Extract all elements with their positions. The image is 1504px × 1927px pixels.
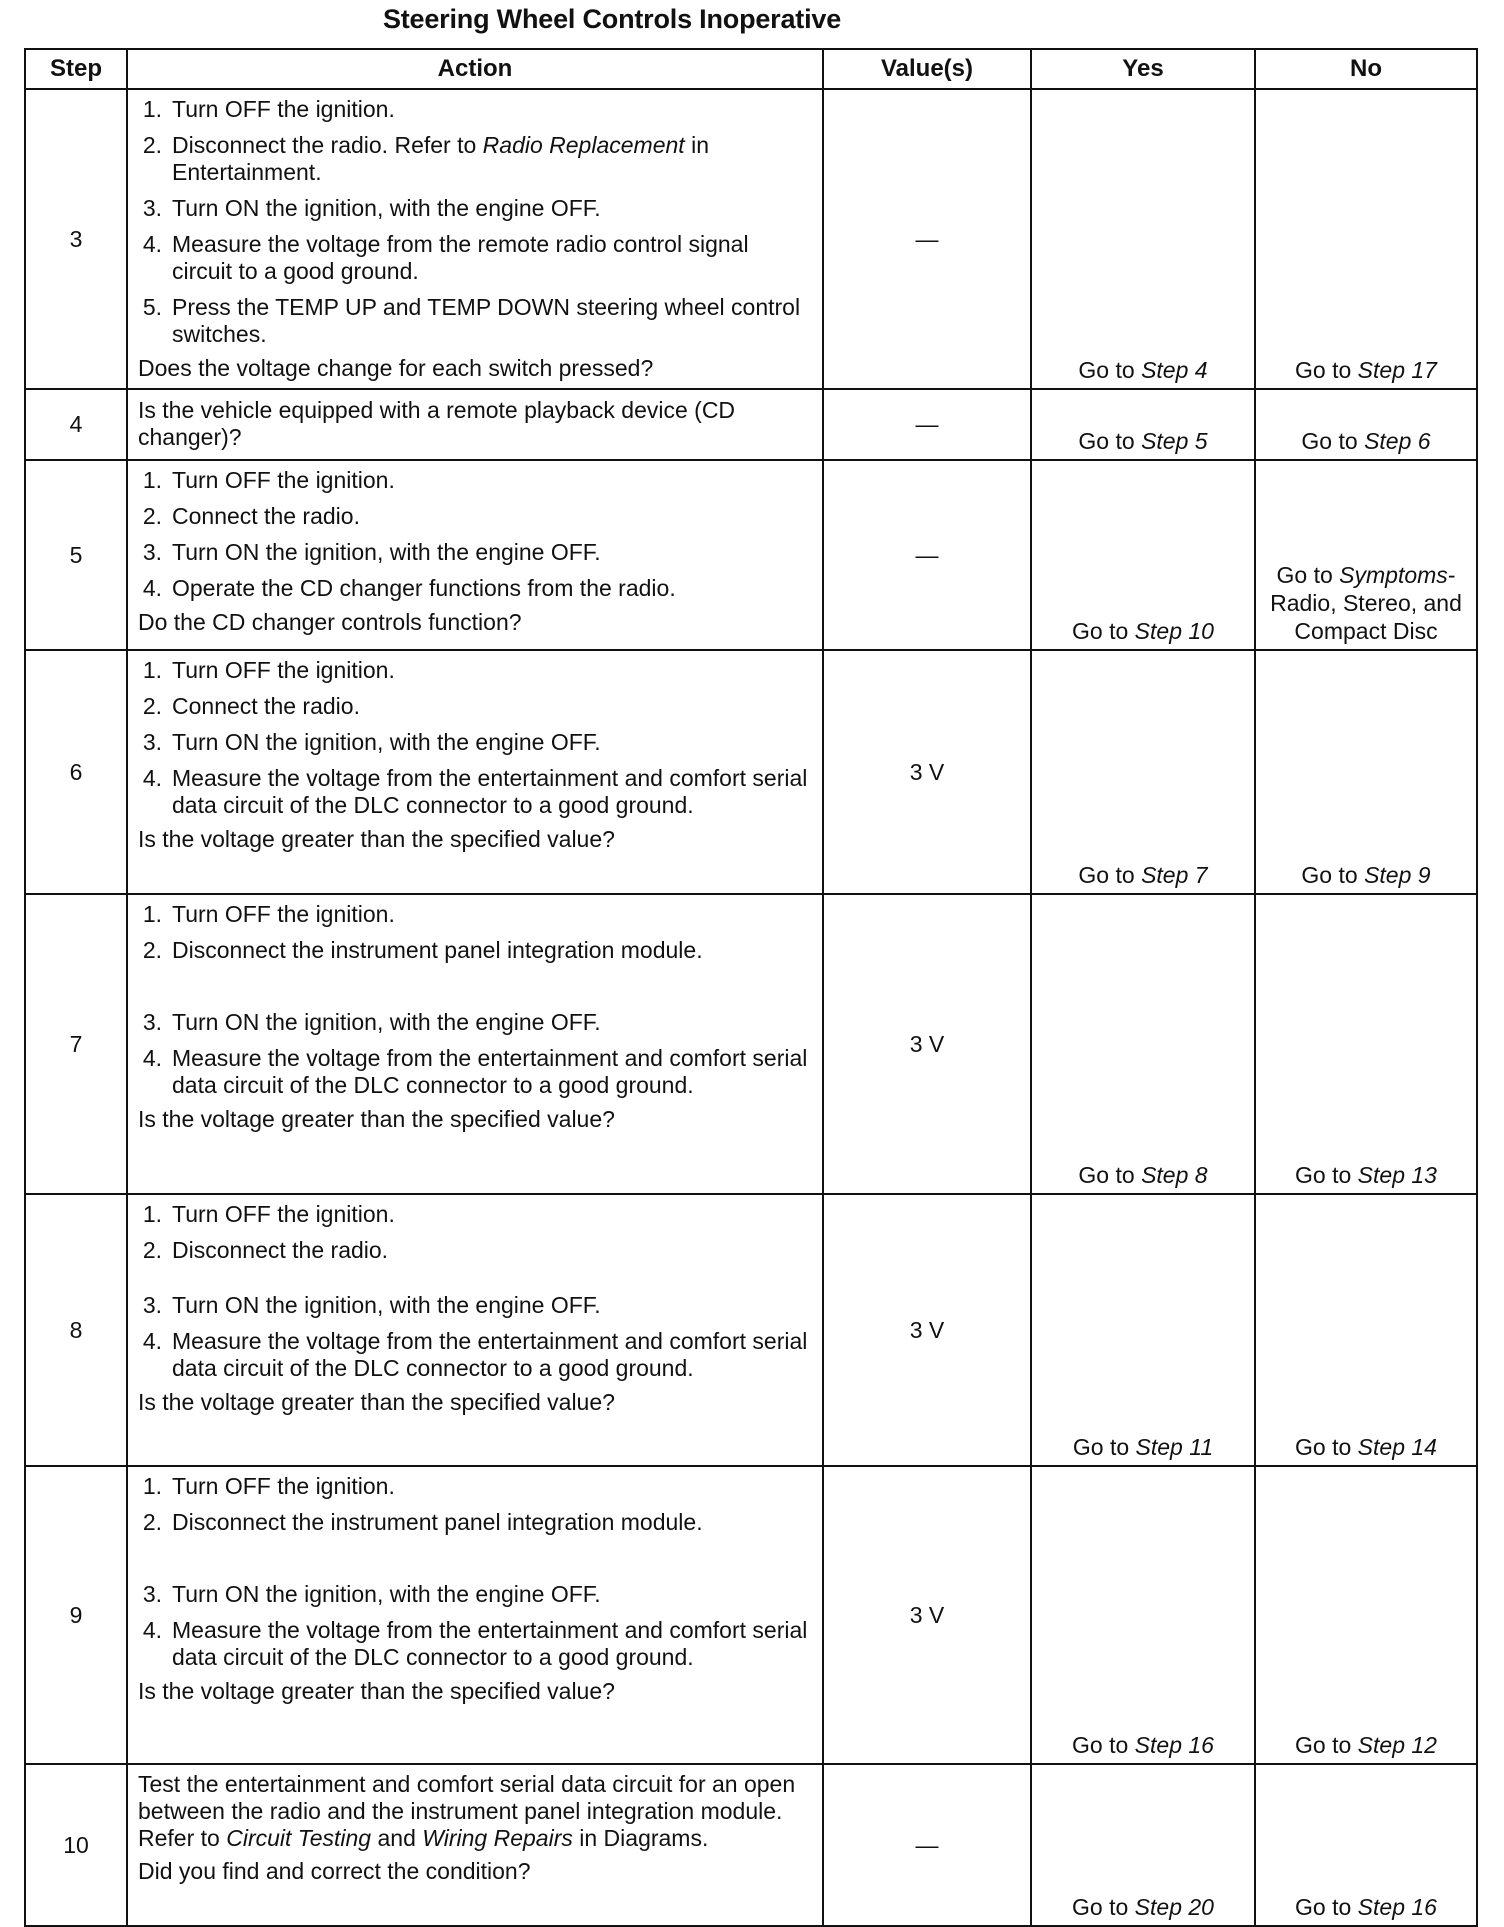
no-cell: Go to Step 12 <box>1255 1466 1477 1764</box>
no-cell: Go to Step 16 <box>1255 1764 1477 1926</box>
substep: 4. Measure the voltage from the entertainment and comfort serial data circuit of the DLC connector to a good ground. <box>142 1617 808 1670</box>
table-row <box>25 1194 1477 1466</box>
table-row <box>25 389 1477 460</box>
reference-link-text: Radio Replacement <box>482 132 685 158</box>
substep: 3. Turn ON the ignition, with the engine OFF. <box>142 195 601 221</box>
substep: 1. Turn OFF the ignition. <box>142 657 395 683</box>
substep: 4. Measure the voltage from the entertainment and comfort serial data circuit of the DLC connector to a good ground. <box>142 1328 808 1381</box>
table-row <box>25 1466 1477 1764</box>
table-header-row <box>25 49 1477 89</box>
substep: 3. Turn ON the ignition, with the engine OFF. <box>142 1292 601 1318</box>
no-cell: Go to Step 6 <box>1255 389 1477 460</box>
no-cell: Go to Step 13 <box>1255 894 1477 1194</box>
substep: 3. Turn ON the ignition, with the engine OFF. <box>142 539 601 565</box>
no-cell: Go to Step 9 <box>1255 650 1477 894</box>
value-cell: 3 V <box>823 650 1031 894</box>
step-number: 6 <box>25 650 127 894</box>
yes-cell: Go to Step 20 <box>1031 1764 1255 1926</box>
question: Do the CD changer controls function? <box>138 609 522 635</box>
substep: 2. Connect the radio. <box>142 503 360 529</box>
substep: 2. Disconnect the radio. Refer to Radio Replacement in Entertainment. <box>142 132 709 185</box>
header-action: Action <box>127 49 823 89</box>
step-number: 4 <box>25 389 127 460</box>
value-cell: — <box>823 460 1031 650</box>
substep: 4. Measure the voltage from the remote radio control signal circuit to a good ground. <box>142 231 749 284</box>
action-cell <box>127 1466 823 1764</box>
value-cell: 3 V <box>823 1466 1031 1764</box>
action-cell <box>127 389 823 460</box>
header-yes: Yes <box>1031 49 1255 89</box>
page-title: Steering Wheel Controls Inoperative <box>382 4 842 34</box>
value-cell: 3 V <box>823 1194 1031 1466</box>
action-cell <box>127 1194 823 1466</box>
header-step: Step <box>25 49 127 89</box>
substep: 4. Operate the CD changer functions from the radio. <box>142 575 676 601</box>
value-cell: 3 V <box>823 894 1031 1194</box>
table-row <box>25 89 1477 389</box>
action-cell <box>127 650 823 894</box>
substep: 2. Disconnect the instrument panel integration module. <box>142 1509 703 1535</box>
value-cell: — <box>823 1764 1031 1926</box>
diagnostic-table <box>24 48 1478 1927</box>
action-cell <box>127 460 823 650</box>
step-number: 10 <box>25 1764 127 1926</box>
header-values: Value(s) <box>823 49 1031 89</box>
substep: 4. Measure the voltage from the entertainment and comfort serial data circuit of the DLC connector to a good ground. <box>142 1045 808 1098</box>
step-number: 5 <box>25 460 127 650</box>
no-cell: Go to Step 14 <box>1255 1194 1477 1466</box>
value-cell: — <box>823 389 1031 460</box>
substep: 2. Connect the radio. <box>142 693 360 719</box>
substep: 3. Turn ON the ignition, with the engine OFF. <box>142 729 601 755</box>
yes-cell: Go to Step 4 <box>1031 89 1255 389</box>
value-cell: — <box>823 89 1031 389</box>
no-cell: Go to Step 17 <box>1255 89 1477 389</box>
substep: 1. Turn OFF the ignition. <box>142 1473 395 1499</box>
substep: 5. Press the TEMP UP and TEMP DOWN steering wheel control switches. <box>142 294 801 347</box>
question: Did you find and correct the condition? <box>138 1858 531 1884</box>
yes-cell: Go to Step 8 <box>1031 894 1255 1194</box>
substep: 1. Turn OFF the ignition. <box>142 96 395 122</box>
yes-cell: Go to Step 16 <box>1031 1466 1255 1764</box>
header-no: No <box>1255 49 1477 89</box>
yes-cell: Go to Step 11 <box>1031 1194 1255 1466</box>
substep: 1. Turn OFF the ignition. <box>142 901 395 927</box>
question: Is the voltage greater than the specified value? <box>138 1106 615 1132</box>
table-row <box>25 894 1477 1194</box>
step-number: 8 <box>25 1194 127 1466</box>
action-cell <box>127 89 823 389</box>
question: Does the voltage change for each switch pressed? <box>138 355 654 381</box>
substep: 2. Disconnect the radio. <box>142 1237 389 1263</box>
table-row <box>25 650 1477 894</box>
substep: 4. Measure the voltage from the entertainment and comfort serial data circuit of the DLC connector to a good ground. <box>142 765 808 818</box>
instruction-paragraph: Test the entertainment and comfort serial data circuit for an open between the radio and the instrument panel integration module. Refer to Circuit Testing and Wiring Repairs in Diagrams. <box>138 1771 796 1851</box>
step-number: 9 <box>25 1466 127 1764</box>
yes-cell: Go to Step 10 <box>1031 460 1255 650</box>
no-cell: Go to Symptoms-Radio, Stereo, and Compact Disc <box>1255 460 1477 650</box>
question: Is the voltage greater than the specified value? <box>138 826 615 852</box>
question: Is the voltage greater than the specified value? <box>138 1678 615 1704</box>
yes-cell: Go to Step 5 <box>1031 389 1255 460</box>
substep: 3. Turn ON the ignition, with the engine OFF. <box>142 1581 601 1607</box>
table-row <box>25 1764 1477 1926</box>
question: Is the voltage greater than the specified value? <box>138 1389 615 1415</box>
question: Is the vehicle equipped with a remote playback device (CD changer)? <box>138 396 736 450</box>
action-cell <box>127 1764 823 1926</box>
step-number: 7 <box>25 894 127 1194</box>
action-cell <box>127 894 823 1194</box>
table-row <box>25 460 1477 650</box>
substep: 3. Turn ON the ignition, with the engine OFF. <box>142 1009 601 1035</box>
substep: 2. Disconnect the instrument panel integration module. <box>142 937 703 963</box>
step-number: 3 <box>25 89 127 389</box>
substep: 1. Turn OFF the ignition. <box>142 1201 395 1227</box>
substep: 1. Turn OFF the ignition. <box>142 467 395 493</box>
yes-cell: Go to Step 7 <box>1031 650 1255 894</box>
